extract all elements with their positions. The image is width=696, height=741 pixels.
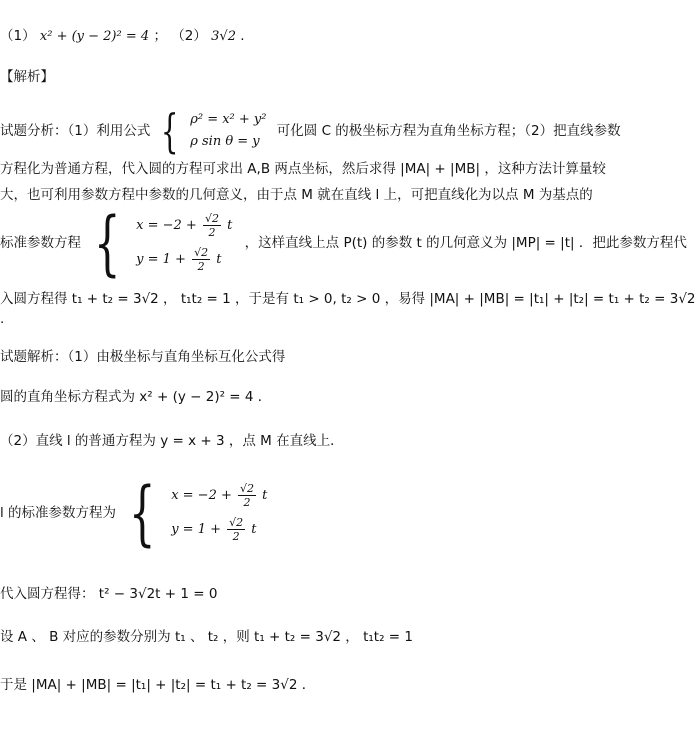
analysis-line-2: 方程化为普通方程，代入圆的方程可求出 A,B 两点坐标，然后求得 |MA| + |MB| ，这种方法计算量较 (0, 161, 606, 177)
analysis-intro: 试题分析：（1）利用公式 (0, 123, 151, 139)
solution-param-label: l 的标准参数方程为 (0, 505, 117, 521)
answer-separator: ； (153, 28, 167, 44)
analysis-param-row-1 (136, 209, 232, 243)
analysis-line-5: 入圆方程得 t₁ + t₂ = 3√2 ， t₁t₂ = 1 ，于是有 t₁ > 0, t₂ > 0 ，易得 |MA| + |MB| = |t₁| + |t₂| = t₁ + t₂ = 3√2 (0, 291, 696, 307)
fraction-numerator: √2 (240, 482, 255, 495)
fraction (227, 516, 245, 543)
row-var: t (216, 252, 222, 267)
fraction (192, 246, 210, 273)
analysis-line-5-end: . (0, 311, 5, 327)
solution-param-row-2 (171, 513, 267, 547)
fraction-numerator: √2 (204, 212, 219, 225)
row-var: t (262, 488, 268, 503)
fraction-denominator: 2 (243, 496, 251, 509)
fraction (238, 482, 256, 509)
analysis-param-system (136, 209, 232, 277)
analysis-line-4 (0, 202, 687, 284)
solution-param-row-1 (171, 479, 267, 513)
analysis-line-3: 大，也可利用参数方程中参数的几何意义，由于点 M 就在直线 l 上，可把直线化为以点 M 为基点的 (0, 187, 593, 203)
solution-line-1: 试题解析：（1）由极坐标与直角坐标互化公式得 (0, 349, 286, 365)
row-lhs: y = 1 + (136, 252, 186, 267)
row-lhs: y = 1 + (171, 522, 221, 537)
row-lhs: x = −2 + (136, 218, 197, 233)
solution-line-4 (0, 472, 268, 554)
answer-line (0, 27, 245, 46)
solution-line-6: 设 A 、 B 对应的参数分别为 t₁ 、 t₂ ，则 t₁ + t₂ = 3√2 ， t₁t₂ = 1 (0, 629, 413, 645)
fraction-denominator: 2 (197, 260, 205, 273)
analysis-line-1-tail: 可化圆 C 的极坐标方程为直角坐标方程；（2）把直线参数 (276, 123, 621, 139)
row-var: t (251, 522, 257, 537)
answer-part1-equation: x² + (y − 2)² = 4 (39, 29, 150, 44)
analysis-param-label: 标准参数方程 (0, 235, 81, 251)
row-var: t (227, 218, 233, 233)
solution-line-5: 代入圆方程得： t² − 3√2t + 1 = 0 (0, 586, 218, 602)
polar-formula-row-2: ρ sin θ = y (190, 134, 260, 149)
analysis-param-row-2 (136, 243, 232, 277)
fraction-numerator: √2 (229, 516, 244, 529)
solution-line-7: 于是 |MA| + |MB| = |t₁| + |t₂| = t₁ + t₂ = 3√2 ． (0, 677, 316, 693)
answer-end: . (240, 28, 245, 44)
brace-icon: { (94, 202, 121, 284)
brace-icon: { (160, 104, 179, 158)
fraction (203, 212, 221, 239)
analysis-heading: 【解析】 (0, 69, 54, 85)
solution-line-2: 圆的直角坐标方程式为 x² + (y − 2)² = 4 ． (0, 389, 272, 405)
answer-part2-value: 3√2 (211, 29, 236, 44)
fraction-denominator: 2 (232, 530, 240, 543)
solution-line-3: （2）直线 l 的普通方程为 y = x + 3 ，点 M 在直线上． (0, 433, 344, 449)
analysis-line-4-tail: ，这样直线上点 P(t) 的参数 t 的几何意义为 |MP| = |t| ．把此参数方程代 (244, 235, 687, 251)
fraction-numerator: √2 (194, 246, 209, 259)
answer-part1-label: （1） (0, 28, 36, 44)
polar-formula-system (190, 109, 266, 153)
brace-icon: { (129, 472, 156, 554)
fraction-denominator: 2 (208, 226, 216, 239)
row-lhs: x = −2 + (171, 488, 232, 503)
solution-param-system (171, 479, 267, 547)
answer-part2-label: （2） (171, 28, 207, 44)
analysis-line-1 (0, 104, 621, 158)
polar-formula-row-1: ρ² = x² + y² (190, 112, 267, 127)
